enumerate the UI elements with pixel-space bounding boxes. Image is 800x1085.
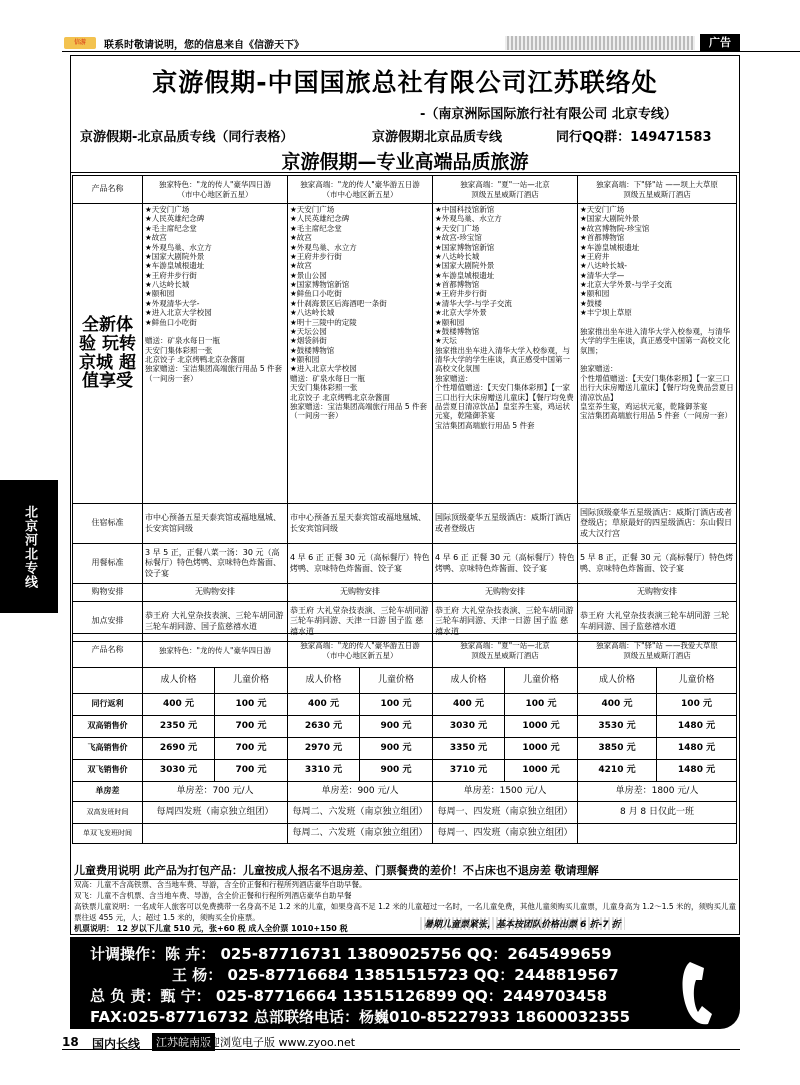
table-row [73, 204, 737, 504]
schedule-cell: 每周一、四发班（南京独立组团） [433, 802, 578, 824]
special-note: 暑期儿童票紧张，基本按团队价格出票 6 折-7 折 [420, 917, 625, 930]
meal-cell: 3 早 5 正，正餐八菜一汤：30 元（高标餐厅）特色烤鸭、京味特色炸酱面、饺子宴 [143, 544, 288, 584]
table-row [73, 760, 737, 782]
header-stripe [505, 36, 695, 50]
table-row [73, 634, 737, 668]
website-link[interactable]: 欢迎浏览电子版 www.zyoo.net [198, 1036, 356, 1049]
price-cell: 1480 元 [657, 760, 737, 782]
schedule-cell: 每周二、六发班（南京独立组团） [288, 802, 433, 824]
row-label: 产品名称 [73, 176, 143, 204]
itinerary-content: ★天安门广场 ★人民英雄纪念碑 ★毛主席纪念堂 ★故宫 ★外观鸟巢、水立方 ★国家大剧院外景 ★车游皇城根遗址 ★王府井步行街 ★八达岭长城 ★颐和园 ★外观清华大学- ★进入北京大学校园 ★鲜鱼口小吃街 赠送：矿泉水每日一瓶 天安门集体彩照一张 北京饺子 北京烤鸭北京杂酱面 独家赠送：宝洁集团高端旅行用品 5 件套（一间房一套） [143, 204, 288, 504]
note-line: 机票说明： 12 岁以下儿童 510 元，张+60 税 成人全价票 1010+150 税 [74, 924, 348, 934]
row-label: 用餐标准 [73, 544, 143, 584]
schedule-cell: 每周二、六发班（南京独立组团） [288, 824, 433, 844]
product-name: 独家高端："龙的传人"豪华游五日游 （市中心地区新五星） [288, 176, 433, 204]
row-label: 双飞销售价 [73, 760, 143, 782]
col-header: 儿童价格 [360, 668, 433, 694]
hotel-cell: 国际顶级豪华五星级酒店：威斯汀酒店或者登级店 [433, 504, 578, 544]
single-room-cell: 单房差：900 元/人 [288, 782, 433, 802]
price-cell: 900 元 [360, 716, 433, 738]
product-name: 独家高端："夏"一站—北京 顶级五星威斯汀酒店 [433, 634, 578, 668]
edition-badge: 江苏皖南版 [152, 1033, 215, 1051]
extra-cell: 恭王府 大礼堂杂技表演、三轮车胡同游 三轮车胡同游、天津一日游 国子监 慈禧水道 [288, 602, 433, 642]
table-row [73, 782, 737, 802]
price-table [72, 633, 737, 844]
hotel-cell: 国际顶级豪华五星级酒店：威斯汀酒店或者登级店；草原最好的四星级酒店：东山假日或大汉行宫 [578, 504, 737, 544]
row-label: 住宿标准 [73, 504, 143, 544]
price-cell: 400 元 [288, 694, 360, 716]
price-cell: 900 元 [360, 738, 433, 760]
price-cell: 2690 元 [143, 738, 215, 760]
price-cell: 100 元 [215, 694, 288, 716]
side-tab: 北京河北专线 [0, 480, 58, 613]
extra-cell: 恭王府 大礼堂杂技表演、三轮车胡同游 三轮车胡同游、天津一日游 国子监 慈禧水道 [433, 602, 578, 642]
price-cell: 1480 元 [657, 738, 737, 760]
product-name: 独家高端：下"驿"站 ——坝上大草原 顶级五星威斯汀酒店 [578, 176, 737, 204]
price-cell: 3710 元 [433, 760, 505, 782]
slogan: 京游假期—专业高端品质旅游 [70, 147, 740, 173]
table-row [73, 802, 737, 824]
extra-cell: 恭王府 大礼堂杂技表演三轮车胡同游 三轮车胡同游、国子监慈禧水道 [578, 602, 737, 642]
price-cell: 3350 元 [433, 738, 505, 760]
extra-cell: 恭王府 大礼堂杂技表演、三轮车胡同游 三轮车胡同游、国子监慈禧水道 [143, 602, 288, 642]
single-room-cell: 单房差：700 元/人 [143, 782, 288, 802]
table-row [73, 738, 737, 760]
page-title: 京游假期-中国国旅总社有限公司江苏联络处 [152, 68, 658, 97]
product-name: 独家特色："龙的传人"豪华四日游 [143, 634, 288, 668]
contact-panel [70, 937, 740, 1029]
row-label: 产品名称 [73, 634, 143, 668]
price-cell: 1000 元 [505, 738, 578, 760]
col-header: 成人价格 [288, 668, 360, 694]
price-cell: 2970 元 [288, 738, 360, 760]
price-cell: 3310 元 [288, 760, 360, 782]
price-cell: 1480 元 [657, 716, 737, 738]
col-header: 成人价格 [143, 668, 215, 694]
itinerary-table [72, 175, 737, 642]
price-cell: 3030 元 [433, 716, 505, 738]
price-cell: 100 元 [505, 694, 578, 716]
ad-badge: 广告 [700, 34, 740, 52]
table-row [73, 824, 737, 844]
fax-line: FAX:025-87716732 总部联络电话：杨巍010-85227933 18600032355 [90, 1008, 631, 1026]
price-cell: 3850 元 [578, 738, 657, 760]
col-header: 成人价格 [578, 668, 657, 694]
hotel-cell: 市中心预备五星天泰宾馆或福地凰城、长安宾馆同级 [143, 504, 288, 544]
price-cell: 1000 元 [505, 716, 578, 738]
contact-line: 王 杨： 025-87716684 13851515723 QQ：2448819567 [172, 966, 619, 984]
table-row [73, 668, 737, 694]
price-cell: 700 元 [215, 716, 288, 738]
single-room-cell: 单房差：1500 元/人 [433, 782, 578, 802]
schedule-cell: 每周四发班（南京独立组团） [143, 802, 288, 824]
brand-line: 京游假期北京品质专线 [372, 130, 503, 145]
price-cell: 900 元 [360, 760, 433, 782]
row-label: 单房差 [73, 782, 143, 802]
notes-block [74, 863, 738, 935]
price-cell: 700 元 [215, 760, 288, 782]
price-cell: 1000 元 [505, 760, 578, 782]
phone-icon [678, 958, 718, 1028]
price-cell: 3530 元 [578, 716, 657, 738]
note-line: 双飞：儿童不含机票、含当地车费、导游，含全价正餐和行程所列酒店豪华自助早餐 [74, 890, 352, 900]
price-cell: 700 元 [215, 738, 288, 760]
schedule-cell: 8 月 8 日仅此一班 [578, 802, 737, 824]
itinerary-content: ★天安门广场 ★人民英雄纪念碑 ★毛主席纪念堂 ★故宫 ★外观鸟巢、水立方 ★王府井步行街 ★故宫 ★景山公园 ★国家博物馆新馆 ★鲜鱼口小吃街 ★什刹海景区后海酒吧一条街 ★八达岭长城 ★明十三陵中的定陵 ★天坛公园 ★烟袋斜街 ★鼓楼博物馆 ★颐和园 ★进入北京大学校园 赠送：矿泉水每日一瓶 天安门集体彩照一张 北京饺子 北京烤鸭北京杂酱面 独家赠送：宝洁集团高端旅行用品 5 件套（一间房一套） [288, 204, 433, 504]
price-cell: 100 元 [360, 694, 433, 716]
price-cell: 2630 元 [288, 716, 360, 738]
meal-cell: 5 早 8 正，正餐 30 元（高标餐厅）特色烤鸭、京味特色炸酱面、饺子宴 [578, 544, 737, 584]
hotel-cell: 市中心预备五星天泰宾馆或福地凰城、长安宾馆同级 [288, 504, 433, 544]
row-label: 双高发班时间 [73, 802, 143, 824]
shop-cell: 无购物安排 [288, 584, 433, 602]
product-name: 独家高端：下"驿"站 ——我爱大草原 顶级五星威斯汀酒店 [578, 634, 737, 668]
table-heading: 京游假期-北京品质专线（同行表格） [80, 130, 294, 145]
col-header: 儿童价格 [505, 668, 578, 694]
table-row [73, 544, 737, 584]
feature-slogan: 全新体验 玩转京城 超值享受 [73, 204, 143, 504]
price-cell: 2350 元 [143, 716, 215, 738]
price-cell: 400 元 [143, 694, 215, 716]
qq-group: 同行QQ群：149471583 [556, 130, 712, 145]
price-cell: 4210 元 [578, 760, 657, 782]
contact-line: 总 负 责：甄 宁： 025-87716664 13515126899 QQ：2449703458 [90, 987, 608, 1005]
note-line: 双高：儿童不含高铁票、含当地车费、导游，含全价正餐和行程所列酒店豪华自助早餐。 [74, 879, 367, 889]
price-cell: 400 元 [433, 694, 505, 716]
page-subtitle: -（南京洲际国际旅行社有限公司 北京专线） [420, 107, 677, 122]
schedule-cell: 每周一、四发班（南京独立组团） [433, 824, 578, 844]
section-name: 国内长线 [92, 1037, 141, 1051]
shop-cell: 无购物安排 [143, 584, 288, 602]
row-label: 同行返利 [73, 694, 143, 716]
row-label: 加点安排 [73, 602, 143, 642]
meal-cell: 4 早 6 正 正餐 30 元（高标餐厅）特色烤鸭、京味特色炸酱面、饺子宴 [288, 544, 433, 584]
table-row [73, 176, 737, 204]
row-label: 单双飞发班时间 [73, 824, 143, 844]
page-number: 18 [62, 1035, 79, 1049]
table-row [73, 716, 737, 738]
price-cell: 100 元 [657, 694, 737, 716]
itinerary-content: ★天安门广场 ★国家大剧院外景 ★故宫博物院-珍宝馆 ★首都博物馆 ★车游皇城根遗址 ★王府井 ★八达岭长城- ★清华大学— ★北京大学外景-与学子交流 ★颐和园 ★鼓楼 ★丰宁坝上草原 独家推出坐车进入清华大学入校参观，与清华大学的学生座谈，真正感受中国第一高校文化氛围； 独家赠送： 个性增值赠送：【天安门集体彩照】【一家三口出行大床房赠送儿童床】【餐厅均免费品尝夏日清凉饮品】 皇室养生宴，鸡运状元宴，乾隆御茶宴 宝洁集团高端旅行用品 5 件套（一间房一套） [578, 204, 737, 504]
single-room-cell: 单房差：1800 元/人 [578, 782, 737, 802]
shop-cell: 无购物安排 [578, 584, 737, 602]
shop-cell: 无购物安排 [433, 584, 578, 602]
schedule-cell [578, 824, 737, 844]
col-header: 成人价格 [433, 668, 505, 694]
child-fee-heading: 儿童费用说明 此产品为打包产品：儿童按成人报名不退房差、门票餐费的差价！不占床也不退房差 敬请理解 [74, 863, 738, 880]
price-cell: 400 元 [578, 694, 657, 716]
schedule-cell [143, 824, 288, 844]
contact-line: 计调操作：陈 卉： 025-87716731 13809025756 QQ：2645499659 [90, 945, 612, 963]
product-name: 独家高端："龙的传人"豪华游五日游 （市中心地区新五星） [288, 634, 433, 668]
price-cell: 3030 元 [143, 760, 215, 782]
logo: 信游 [64, 37, 96, 49]
meal-cell: 4 早 6 正 正餐 30 元（高标餐厅）特色烤鸭、京味特色炸酱面、饺子宴 [433, 544, 578, 584]
table-row [73, 584, 737, 602]
col-header: 儿童价格 [657, 668, 737, 694]
note-line: 高铁票儿童说明：一名成年人旅客可以免费携带一名身高不足 1.2 米的儿童，如果身高不足 1.2 米的儿童超过一名时，一名儿童免费，其他儿童须购买儿童票，儿童身高为 1.2～1.5 米的，须购买儿童票往返 455 元，人；超过 1.5 米的，须购买全价座票。 [74, 901, 737, 922]
product-name: 独家高端："夏"一站—北京 顶级五星威斯汀酒店 [433, 176, 578, 204]
blank-cell [73, 668, 143, 694]
col-header: 儿童价格 [215, 668, 288, 694]
table-row [73, 504, 737, 544]
itinerary-content: ★中国科技馆新馆 ★外观鸟巢、水立方 ★天安门广场 ★故宫-珍宝馆 ★国家博物馆新馆 ★八达岭长城 ★国家大剧院外景 ★车游皇城根遗址 ★首都博物馆 ★王府井步行街 ★清华大学-与学子交流 ★北京大学外景 ★颐和园 ★鼓楼博物馆 ★天坛 独家推出坐车进入清华大学入校参观，与清华大学的学生座谈，真正感受中国第一高校文化氛围 独家赠送： 个性增值赠送：【天安门集体彩照】【一家三口出行大床房赠送儿童床】【餐厅均免费品尝夏日清凉饮品】皇室养生宴，鸡运状元宴，乾隆御茶宴 宝洁集团高端旅行用品 5 件套 [433, 204, 578, 504]
table-row [73, 694, 737, 716]
row-label: 飞高销售价 [73, 738, 143, 760]
product-name: 独家特色："龙的传人"豪华四日游 （市中心地区新五星） [143, 176, 288, 204]
row-label: 双高销售价 [73, 716, 143, 738]
row-label: 购物安排 [73, 584, 143, 602]
header-note: 联系时敬请说明，您的信息来自《信游天下》 [104, 40, 304, 51]
